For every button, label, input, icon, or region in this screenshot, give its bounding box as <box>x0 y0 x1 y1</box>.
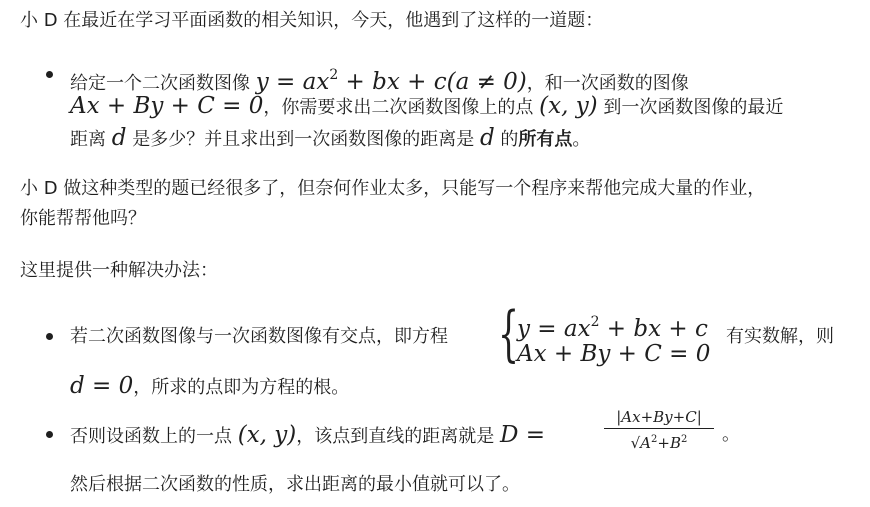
fraction-numerator: |Ax+By+C| <box>616 408 702 426</box>
task-text: ，你需要求出二次函数图像上的点 <box>263 97 534 118</box>
d-equals-zero: d = 0 <box>70 373 134 399</box>
solution-intro: 这里提供一种解决办法： <box>20 260 218 281</box>
case2-line-1 <box>70 421 545 451</box>
para2-line-1: 小 D 做这种类型的题已经很多了，但奈何作业太多，只能写一个程序来帮他完成大量的作业， <box>20 178 766 199</box>
linear-equation: Ax + By + C = 0 <box>70 93 264 119</box>
case2-text-b: ，该点到直线的距离就是 <box>296 426 495 447</box>
task-text: 的 <box>500 129 519 150</box>
task-text: 。 <box>572 129 591 150</box>
task-line-3 <box>70 124 590 154</box>
case1-text-c: ，所求的点即为方程的根。 <box>133 377 350 398</box>
bullet-dot <box>46 431 53 438</box>
D-equals: D = <box>500 422 546 448</box>
task-text: 到一次函数图像的最近 <box>603 97 784 118</box>
fraction-bar <box>604 428 714 429</box>
case2-end: 。 <box>722 424 740 445</box>
system-eq-1: $y = ax^2$ + bx + c <box>517 314 708 342</box>
case2-line-2: 然后根据二次函数的性质，求出距离的最小值就可以了。 <box>70 474 520 495</box>
quadratic-function: $y = ax^2$ + bx + c(a ≠ 0) <box>255 67 527 95</box>
var-d: d <box>111 125 127 151</box>
bullet-dot <box>46 71 53 78</box>
brace-symbol: { <box>498 299 520 369</box>
case1-text-a: 若二次函数图像与一次函数图像有交点，即方程 <box>70 326 448 347</box>
bullet-dot <box>46 333 53 340</box>
var-d: d <box>479 125 495 151</box>
system-eq-2: Ax + By + C = 0 <box>517 341 711 367</box>
point-xy: (x, y) <box>237 422 297 448</box>
point-xy: (x, y) <box>539 93 598 119</box>
case2-text-a: 否则设函数上的一点 <box>70 426 232 447</box>
distance-fraction <box>600 408 718 453</box>
fraction-denominator: $√A^2+B^2$ <box>630 434 688 452</box>
case1-text-b: 有实数解，则 <box>726 326 834 347</box>
intro-paragraph: 小 D 在最近在学习平面函数的相关知识，今天，他遇到了这样的一道题： <box>20 10 604 31</box>
para2-line-2: 你能帮帮他吗？ <box>20 208 146 229</box>
case1-line-2 <box>70 372 349 402</box>
task-text: 是多少？并且求出到一次函数图像的距离是 <box>132 129 475 150</box>
task-text: 给定一个二次函数图像 <box>70 73 250 94</box>
task-text: ，和一次函数的图像 <box>526 73 689 94</box>
bold-text: 所有点 <box>518 129 573 150</box>
task-text: 距离 <box>70 129 106 150</box>
task-line-2 <box>70 92 783 122</box>
